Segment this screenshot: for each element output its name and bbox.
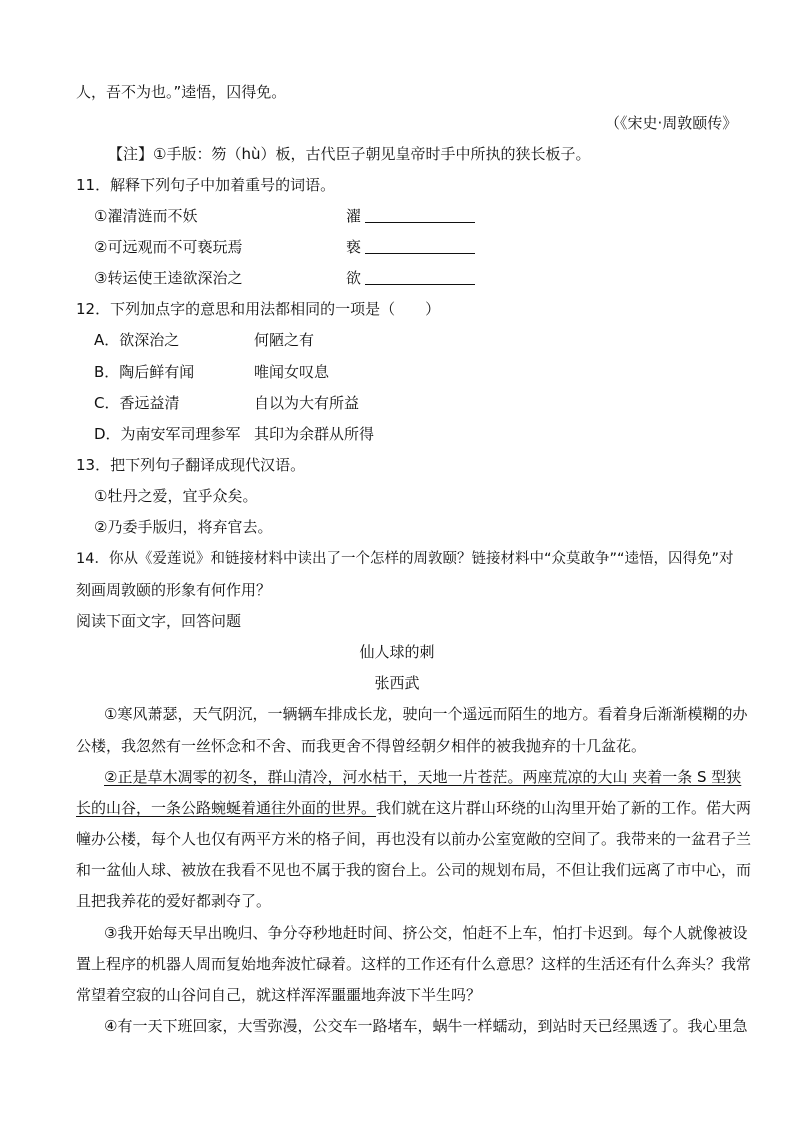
- paragraph-3-line-3: 常望着空寂的山谷问自己，就这样浑浑噩噩地奔波下半生吗？: [76, 986, 482, 1004]
- underlined-sentence: 长的山谷，一条公路蜿蜒着通往外面的世界。: [76, 799, 377, 817]
- q11-answer-3: [346, 268, 475, 288]
- q12-option-d: D．为南安军司理参军: [94, 425, 241, 443]
- footnote: 【注】①手版：笏（hù）板，古代臣子朝见皇帝时手中所执的狭长板子。: [108, 145, 591, 163]
- passage-title: 仙人球的刺: [359, 643, 435, 661]
- question-14-line-1: 14．你从《爱莲说》和链接材料中读出了一个怎样的周敦颐？链接材料中“众莫敢争”“逵悟，囚得免”对: [76, 551, 734, 567]
- paragraph-1-line-1: ①寒风萧瑟，天气阴沉，一辆辆车排成长龙，驶向一个遥远而陌生的地方。看着身后渐渐模糊的办: [104, 705, 748, 723]
- paragraph-2-line-4: 和一盆仙人球、被放在我看不见也不属于我的窗台上。公司的规划布局，不但让我们远离了市中心，而: [76, 861, 752, 879]
- question-11-stem: 11．解释下列句子中加着重号的词语。: [76, 176, 336, 194]
- q12-option-d-compare: 其印为余群从所得: [254, 425, 375, 443]
- q11-sentence-3: ③转运使王逵欲深治之: [94, 269, 243, 287]
- q12-option-c-compare: 自以为大有所益: [254, 394, 360, 412]
- q11-word-1: 濯: [346, 207, 362, 225]
- q12-option-a: A．欲深治之: [94, 331, 180, 349]
- passage-continuation: 人，吾不为也。”逵悟，囚得免。: [76, 83, 287, 101]
- q12-option-a-compare: 何陋之有: [254, 331, 315, 349]
- q11-word-2: 亵: [346, 238, 362, 256]
- answer-blank[interactable]: [365, 208, 475, 223]
- q11-answer-1: [346, 206, 475, 226]
- paragraph-3-line-2: 置上程序的机器人周而复始地奔波忙碌着。这样的工作还有什么意思？这样的生活还有什么奔头？我常: [76, 955, 752, 973]
- q13-sentence-1: ①牡丹之爱，宜乎众矣。: [94, 487, 258, 505]
- answer-blank[interactable]: [365, 270, 475, 285]
- q11-answer-2: [346, 237, 475, 257]
- q11-sentence-1: ①濯清涟而不妖: [94, 207, 198, 225]
- question-14-line-2: 刻画周敦颐的形象有何作用？: [76, 581, 272, 599]
- paragraph-4-line-1: ④有一天下班回家，大雪弥漫，公交车一路堵车，蜗牛一样蠕动，到站时天已经黑透了。我心里急: [104, 1017, 748, 1035]
- passage-author: 张西武: [374, 674, 420, 692]
- reading-intro: 阅读下面文字，回答问题: [76, 612, 242, 630]
- paragraph-2-line-5: 且把我养花的爱好都剥夺了。: [76, 892, 272, 910]
- q13-sentence-2: ②乃委手版归，将弃官去。: [94, 518, 273, 536]
- answer-blank[interactable]: [365, 239, 475, 254]
- paragraph-3-line-1: ③我开始每天早出晚归、争分夺秒地赶时间、挤公交，怕赶不上车，怕打卡迟到。每个人就像被设: [104, 924, 748, 942]
- question-13-stem: 13．把下列句子翻译成现代汉语。: [76, 456, 306, 474]
- question-12-stem: 12．下列加点字的意思和用法都相同的一项是（ ）: [76, 300, 441, 318]
- q12-option-b: B．陶后鲜有闻: [94, 363, 195, 381]
- q12-option-b-compare: 唯闻女叹息: [254, 363, 330, 381]
- q12-option-c: C．香远益清: [94, 394, 180, 412]
- paragraph-2-underlined-line-1: ②正是草木凋零的初冬，群山清冷，河水枯干，天地一片苍茫。两座荒凉的大山 夹着一条 S 型狭: [104, 768, 742, 786]
- q11-word-3: 欲: [346, 269, 362, 287]
- paragraph-1-line-2: 公楼，我忽然有一丝怀念和不舍、而我更舍不得曾经朝夕相伴的被我抛弃的十几盆花。: [76, 737, 647, 755]
- paragraph-2-line-3: 幢办公楼，每个人也仅有两平方米的格子间，再也没有以前办公室宽敞的空间了。我带来的一盆君子兰: [76, 830, 752, 848]
- source-citation: （《宋史·周敦颐传》: [605, 114, 738, 132]
- paragraph-2-line-2: [76, 798, 751, 818]
- paragraph-2-text: 我们就在这片群山环绕的山沟里开始了新的工作。偌大两: [376, 799, 752, 817]
- q11-sentence-2: ②可远观而不可亵玩焉: [94, 238, 243, 256]
